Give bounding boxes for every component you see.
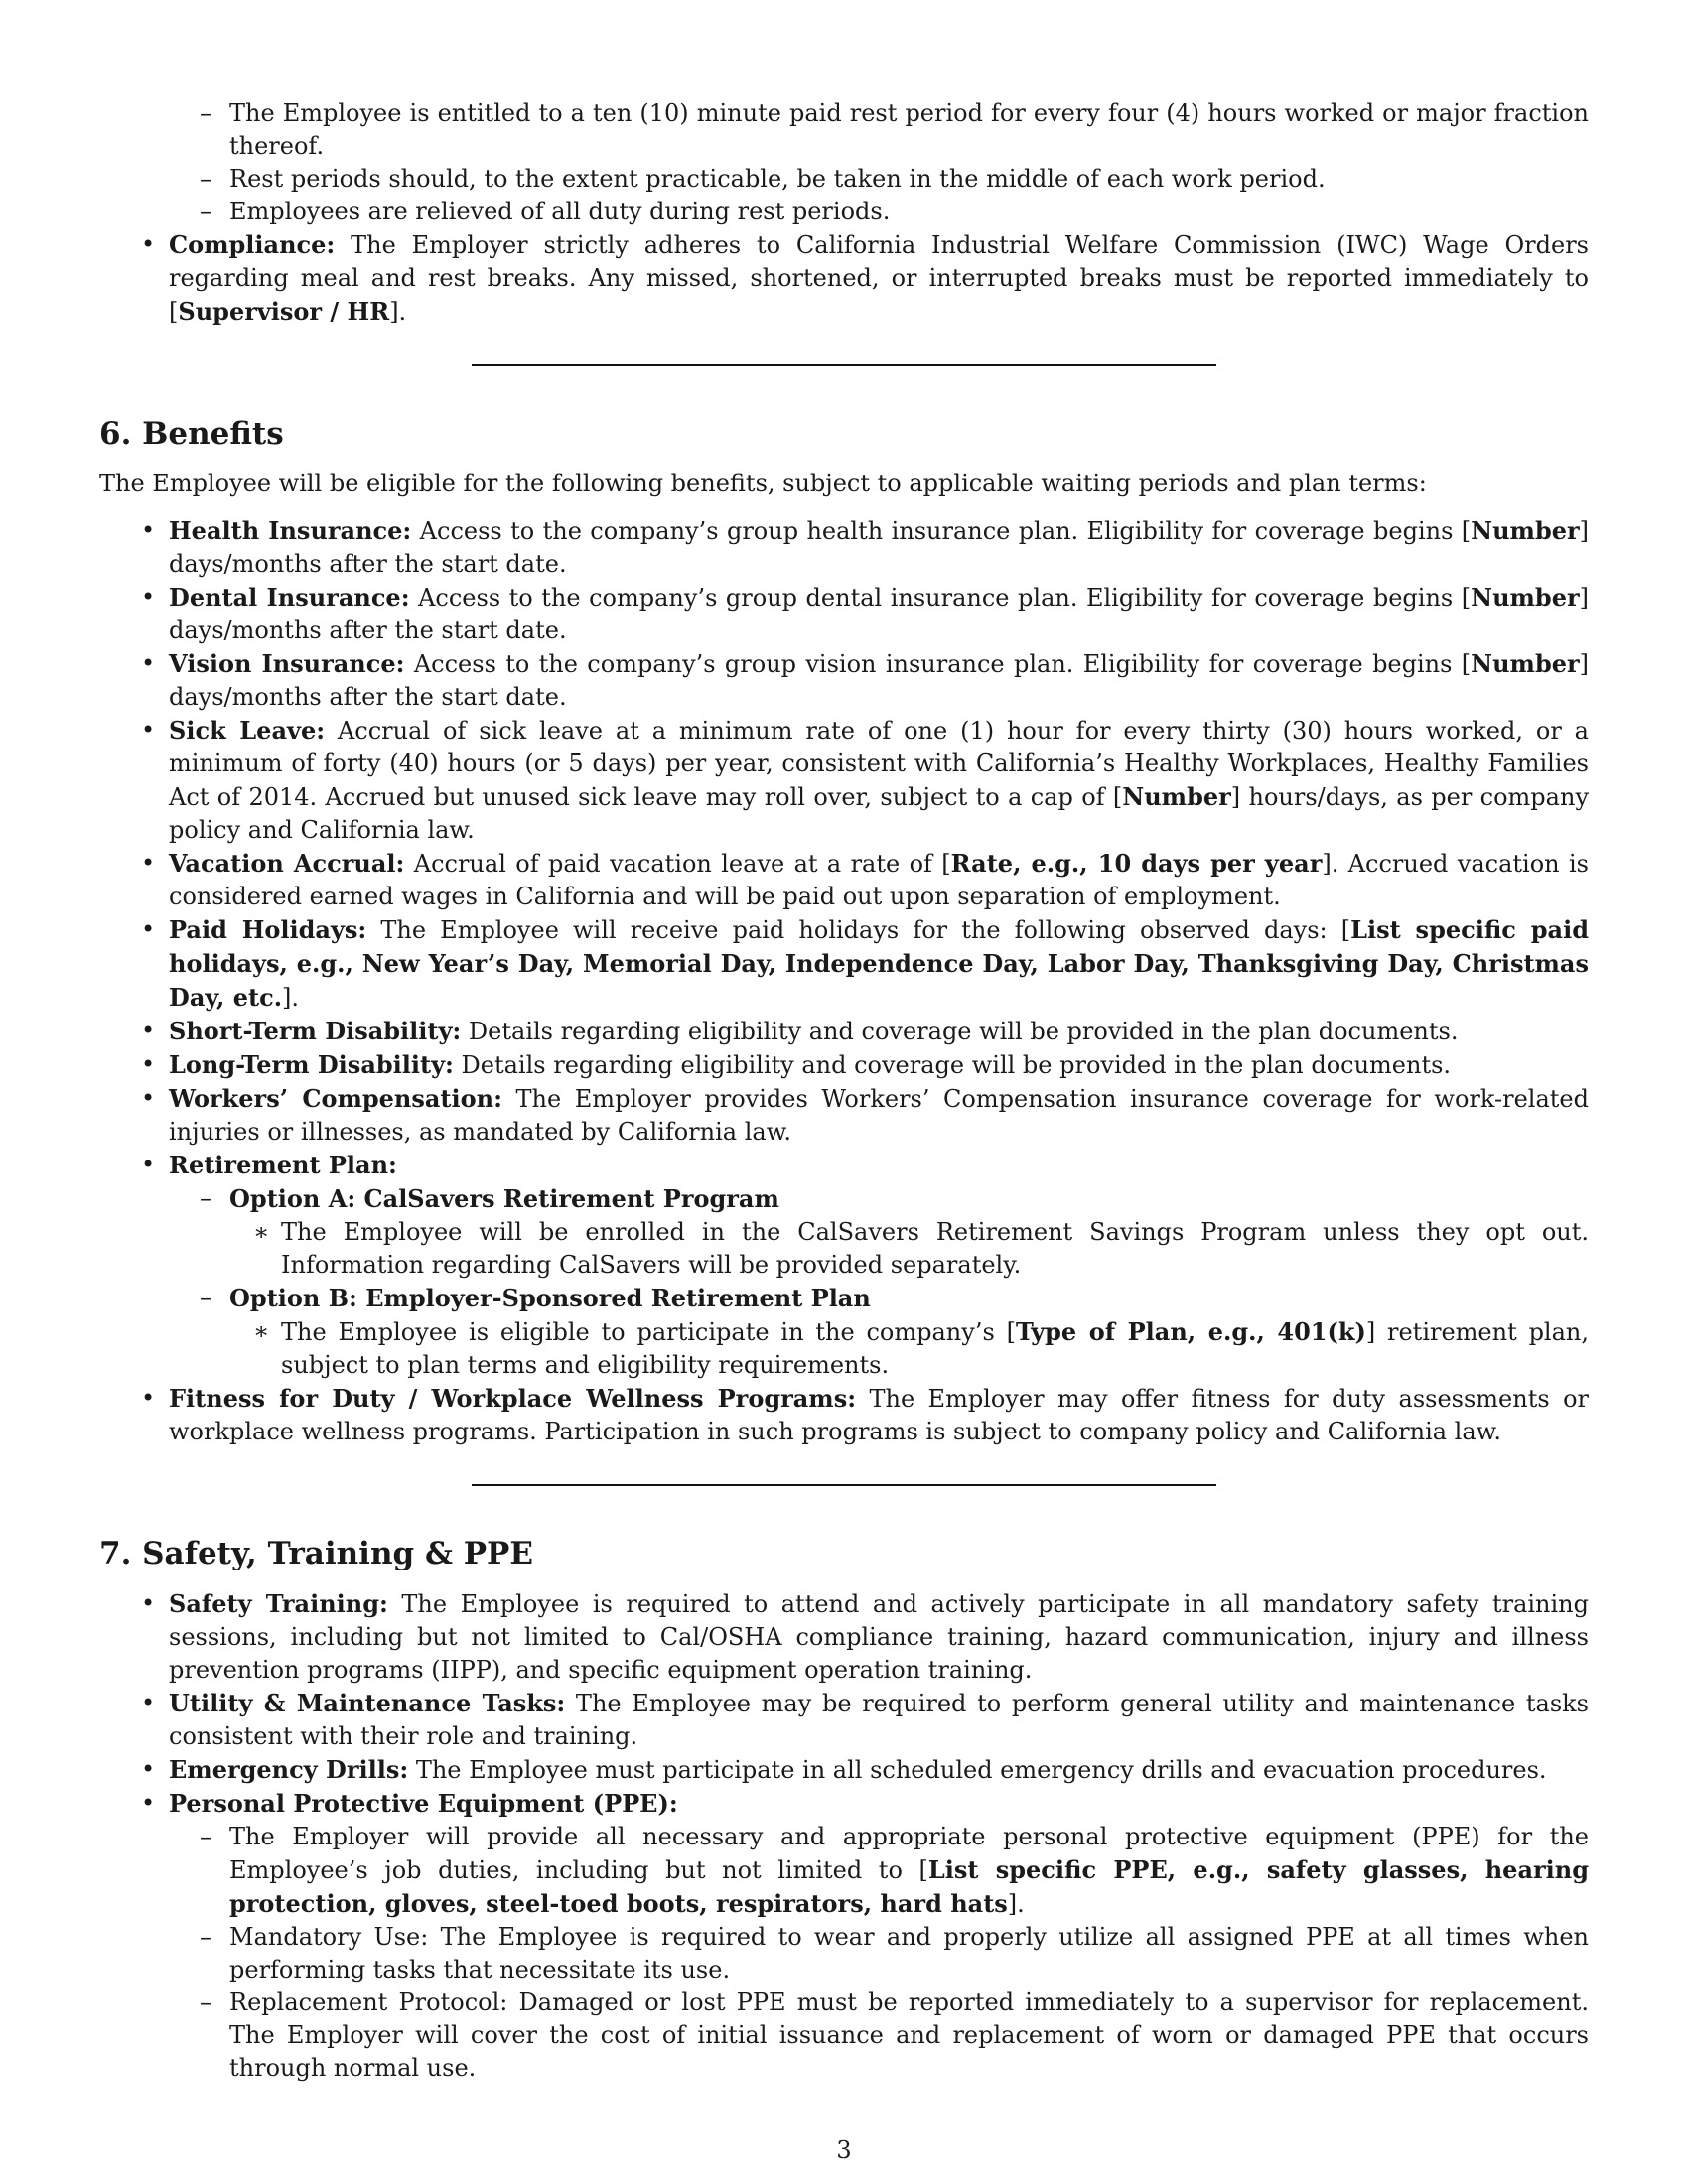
- item-text: ] retirement plan, subject to plan terms and eligibility requirements.: [281, 1318, 1589, 1379]
- item-label: Health Insurance:: [169, 516, 412, 545]
- compliance-list: [99, 228, 1589, 329]
- item-text: The Employee is eligible to participate in the company’s [: [281, 1318, 1016, 1346]
- item-text: The Employee will receive paid holidays for the following observed days: [: [366, 916, 1351, 944]
- item-text: Details regarding eligibility and coverage will be provided in the plan documents.: [461, 1018, 1459, 1045]
- item-label: Short-Term Disability:: [169, 1017, 462, 1045]
- list-item: – Rest periods should, to the extent practicable, be taken in the middle of each work period.: [169, 163, 1589, 196]
- option-label: Option B: Employer-Sponsored Retirement Plan: [229, 1284, 871, 1312]
- placeholder-text: List specific PPE, e.g., safety glasses, hearing protection, gloves, steel-toed boots, respirators, hard hats: [229, 1855, 1589, 1918]
- item-text: Access to the company’s group vision insurance plan. Eligibility for coverage begins [: [404, 650, 1472, 678]
- item-label: Paid Holidays:: [169, 915, 367, 944]
- benefit-vacation: [99, 847, 1589, 913]
- item-text: ] days/months after the start date.: [169, 650, 1590, 711]
- placeholder-text: Supervisor / HR: [178, 297, 390, 326]
- item-text: The Employee is required to attend and actively participate in all mandatory safety training sessions, including but not limited to Cal/OSHA compliance training, hazard communication, injury and illness prevention programs (IIPP), and specific equipment operation training.: [169, 1590, 1590, 1684]
- item-label: Utility & Maintenance Tasks:: [169, 1689, 566, 1717]
- item-text: ] days/months after the start date.: [169, 517, 1590, 578]
- item-text: The Employee may be required to perform general utility and maintenance tasks consistent with their role and training.: [169, 1690, 1589, 1750]
- section-divider: [472, 364, 1216, 366]
- placeholder-text: Number: [1471, 583, 1580, 612]
- item-label: Workers’ Compensation:: [169, 1084, 502, 1113]
- benefit-dental: [99, 581, 1589, 647]
- item-text: Access to the company’s group dental insurance plan. Eligibility for coverage begins [: [409, 584, 1472, 612]
- benefit-holidays: [99, 913, 1589, 1015]
- safety-utility: [99, 1687, 1589, 1753]
- retirement-option-a: [169, 1182, 1589, 1282]
- item-text: ].: [1007, 1890, 1025, 1918]
- benefit-sick-leave: [99, 714, 1589, 847]
- item-text: Access to the company’s group health insurance plan. Eligibility for coverage begins [: [411, 517, 1472, 545]
- item-label: Fitness for Duty / Workplace Wellness Programs:: [169, 1384, 857, 1413]
- item-text: ].: [282, 984, 300, 1012]
- item-label: Safety Training:: [169, 1589, 388, 1618]
- item-text: Accrual of paid vacation leave at a rate of [: [404, 850, 951, 878]
- benefit-short-term-disability: [99, 1015, 1589, 1048]
- benefit-workers-comp: [99, 1082, 1589, 1149]
- item-label: Compliance:: [169, 230, 336, 259]
- placeholder-text: Number: [1471, 516, 1580, 545]
- benefit-health: [99, 514, 1589, 581]
- item-text: The Employer strictly adheres to California Industrial Welfare Commission (IWC) Wage Orders regarding meal and rest breaks. Any missed, shortened, or interrupted breaks must be reported immediately to [: [169, 231, 1589, 326]
- benefit-long-term-disability: [99, 1048, 1589, 1082]
- list-item: – Mandatory Use: The Employee is required to wear and properly utilize all assigned PPE at all times when performing tasks that necessitate its use.: [169, 1921, 1589, 1986]
- safety-drills: [99, 1753, 1589, 1787]
- item-label: Vacation Accrual:: [169, 849, 405, 878]
- safety-ppe: [99, 1787, 1589, 2085]
- benefits-intro: The Employee will be eligible for the following benefits, subject to applicable waiting periods and plan terms:: [99, 470, 1427, 497]
- item-text: ].: [389, 298, 407, 326]
- option-b-details: [229, 1315, 1589, 1382]
- item-label: Sick Leave:: [169, 716, 326, 745]
- placeholder-text: List specific paid holidays, e.g., New Year’s Day, Memorial Day, Independence Day, Labor Day, Thanksgiving Day, Christmas Day, etc.: [169, 915, 1589, 1012]
- item-text: The Employer may offer fitness for duty assessments or workplace wellness programs. Participation in such programs is subject to company policy and California law.: [169, 1385, 1589, 1445]
- placeholder-text: Type of Plan, e.g., 401(k): [1015, 1317, 1366, 1346]
- item-text: Details regarding eligibility and coverage will be provided in the plan documents.: [453, 1051, 1452, 1079]
- option-a-details: [229, 1216, 1589, 1282]
- item-label: Dental Insurance:: [169, 583, 410, 612]
- list-item: – Employees are relieved of all duty during rest periods.: [169, 196, 1589, 228]
- item-text: ] hours/days, as per company policy and California law.: [169, 783, 1589, 844]
- item-text: ]. Accrued vacation is considered earned wages in California and will be paid out upon separation of employment.: [169, 850, 1590, 910]
- list-item: ∗ The Employee will be enrolled in the CalSavers Retirement Savings Program unless they opt out. Information regarding CalSavers will be provided separately.: [229, 1216, 1589, 1282]
- item-text: ] days/months after the start date.: [169, 584, 1589, 644]
- item-text: The Employer provides Workers’ Compensation insurance coverage for work-related injuries or illnesses, as mandated by California law.: [169, 1085, 1589, 1146]
- rest-period-list: [99, 97, 1589, 228]
- safety-training: [99, 1587, 1589, 1687]
- retirement-options: [169, 1182, 1589, 1382]
- compliance-item: [99, 228, 1589, 329]
- item-label: Long-Term Disability:: [169, 1050, 454, 1079]
- retirement-option-b: [169, 1282, 1589, 1382]
- placeholder-text: Number: [1471, 649, 1580, 678]
- section-divider: [472, 1484, 1216, 1486]
- item-label: Retirement Plan:: [169, 1151, 397, 1179]
- benefit-retirement: [99, 1149, 1589, 1382]
- list-item: – The Employee is entitled to a ten (10) minute paid rest period for every four (4) hours worked or major fraction thereof.: [169, 97, 1589, 163]
- benefits-list: [99, 514, 1589, 1448]
- placeholder-text: Rate, e.g., 10 days per year: [950, 849, 1323, 878]
- page-content: [99, 97, 1589, 2085]
- item-text: Accrual of sick leave at a minimum rate of one (1) hour for every thirty (30) hours worked, or a minimum of forty (40) hours (or 5 days) per year, consistent with California’s Healthy Workplaces, Healthy Families Act of 2014. Accrued but unused sick leave may roll over, subject to a cap of [: [169, 717, 1589, 811]
- section-heading-safety: 7. Safety, Training & PPE: [99, 1536, 533, 1571]
- section-heading-benefits: 6. Benefits: [99, 416, 284, 452]
- item-text: The Employer will provide all necessary and appropriate personal protective equipment (PPE) for the Employee’s job duties, including but not limited to [: [229, 1823, 1589, 1884]
- page-number: 3: [836, 2136, 852, 2164]
- item-label: Personal Protective Equipment (PPE):: [169, 1789, 678, 1818]
- benefit-vision: [99, 647, 1589, 714]
- item-label: Emergency Drills:: [169, 1755, 409, 1784]
- item-label: Vision Insurance:: [169, 649, 405, 678]
- list-item: – Replacement Protocol: Damaged or lost PPE must be reported immediately to a supervisor for replacement. The Employer will cover the cost of initial issuance and replacement of worn or damaged PPE that occurs through normal use.: [169, 1986, 1589, 2085]
- benefit-fitness: [99, 1382, 1589, 1448]
- placeholder-text: Number: [1122, 782, 1231, 811]
- list-item: [169, 1821, 1589, 1921]
- option-label: Option A: CalSavers Retirement Program: [229, 1184, 779, 1213]
- ppe-details: [169, 1821, 1589, 2085]
- list-item: [229, 1315, 1589, 1382]
- safety-list: [99, 1587, 1589, 2085]
- item-text: The Employee must participate in all scheduled emergency drills and evacuation procedures.: [408, 1756, 1547, 1784]
